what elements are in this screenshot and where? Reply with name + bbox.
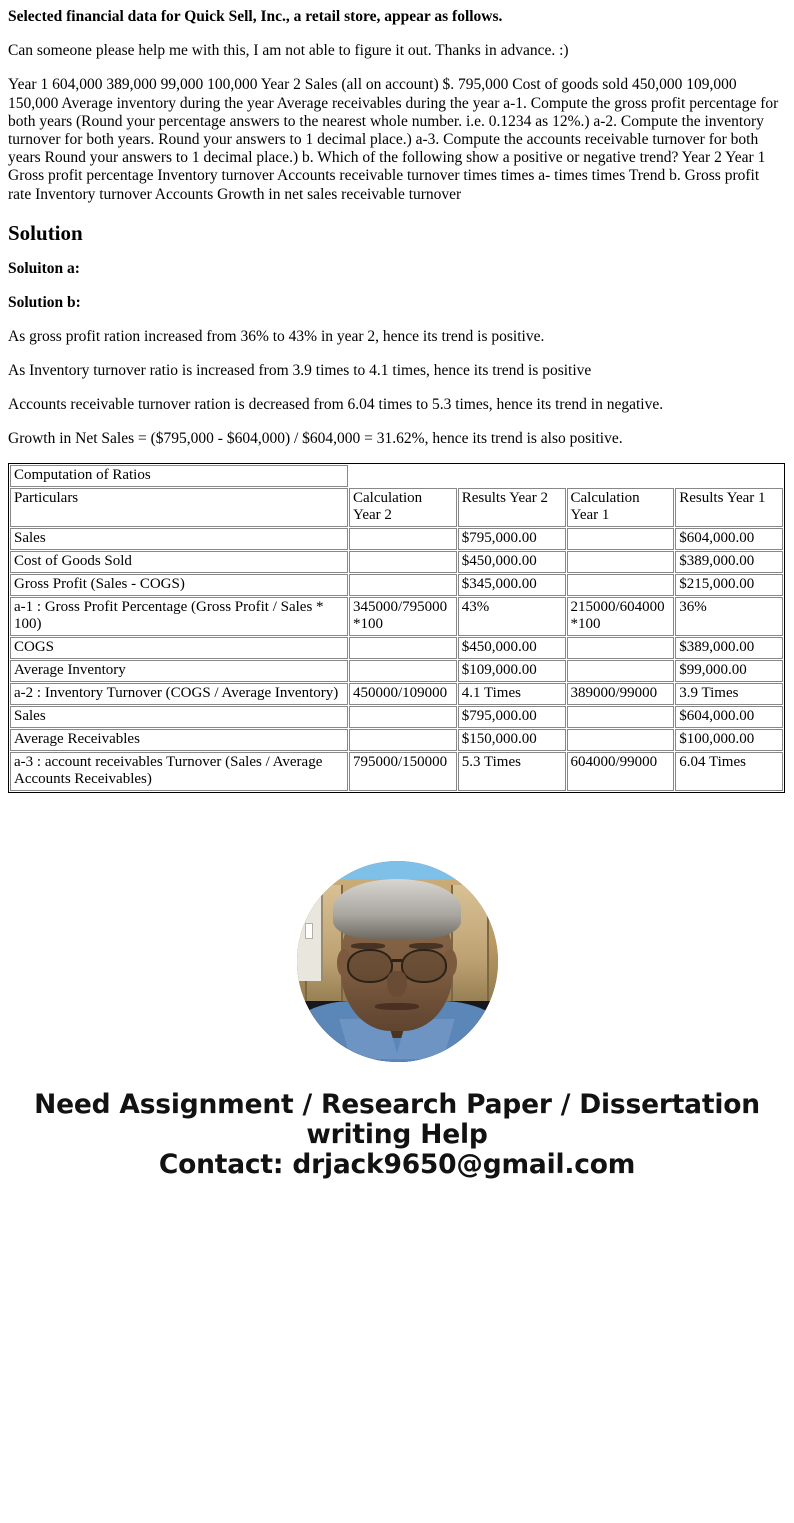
table-caption-cell: Computation of Ratios: [10, 465, 348, 487]
avatar-eyeglass-lens-right: [401, 949, 447, 983]
table-header-row: [10, 488, 783, 527]
cell-calc-y2: [349, 551, 457, 573]
table-header-calculation-year-1: Calculation Year 1: [567, 488, 675, 527]
cell-particulars: a-3 : account receivables Turnover (Sales / Average Accounts Receivables): [10, 752, 348, 791]
cell-result-y2: $795,000.00: [458, 528, 566, 550]
cell-calc-y2: [349, 637, 457, 659]
cell-result-y1: $389,000.00: [675, 551, 783, 573]
cell-calc-y1: [567, 551, 675, 573]
cell-calc-y1: 389000/99000: [567, 683, 675, 705]
cell-calc-y1: [567, 660, 675, 682]
table-caption-row: [10, 465, 783, 487]
cell-particulars: Cost of Goods Sold: [10, 551, 348, 573]
table-row: [10, 528, 783, 550]
cell-result-y2: 4.1 Times: [458, 683, 566, 705]
cell-result-y1: 3.9 Times: [675, 683, 783, 705]
cell-calc-y2: 450000/109000: [349, 683, 457, 705]
avatar-hair: [333, 879, 462, 939]
ratios-table-wrapper: [0, 457, 794, 793]
table-row: [10, 574, 783, 596]
cell-calc-y2: [349, 706, 457, 728]
table-row: [10, 551, 783, 573]
cell-calc-y1: [567, 729, 675, 751]
solution-point-1: As gross profit ration increased from 36% to 43% in year 2, hence its trend is positive.: [8, 327, 545, 345]
avatar-mouth: [375, 1003, 419, 1010]
cell-calc-y1: [567, 528, 675, 550]
table-row: [10, 752, 783, 791]
solution-point-4: Growth in Net Sales = ($795,000 - $604,000) / $604,000 = 31.62%, hence its trend is also positive.: [8, 430, 623, 448]
help-request-text: Can someone please help me with this, I am not able to figure it out. Thanks in advance. :): [8, 42, 569, 60]
cell-result-y1: 36%: [675, 597, 783, 636]
cell-result-y1: $604,000.00: [675, 706, 783, 728]
cell-particulars: Average Receivables: [10, 729, 348, 751]
table-row: [10, 683, 783, 705]
cell-result-y2: 43%: [458, 597, 566, 636]
cell-calc-y1: 604000/99000: [567, 752, 675, 791]
cell-particulars: Average Inventory: [10, 660, 348, 682]
page-title: Selected financial data for Quick Sell, Inc., a retail store, appear as follows.: [8, 8, 503, 25]
promo-line-1: Need Assignment / Research Paper / Dissertation: [34, 1088, 760, 1120]
cell-result-y2: $109,000.00: [458, 660, 566, 682]
solution-point-3: Accounts receivable turnover ration is decreased from 6.04 times to 5.3 times, hence its trend in negative.: [8, 396, 664, 414]
cell-result-y2: $345,000.00: [458, 574, 566, 596]
cell-calc-y2: [349, 574, 457, 596]
question-body-text: Year 1 604,000 389,000 99,000 100,000 Year 2 Sales (all on account) $. 795,000 Cost of goods sold 450,000 109,000 150,000 Average inventory during the year Average receivables during the year a-1. Compute the gross profit percentage for both years (Round your percentage answers to the nearest whole number. i.e. 0.1234 as 12%.) a-2. Compute the inventory turnover for both years. Round your answers to 1 decimal place.) a-3. Compute the accounts receivable turnover for both years Round your answers to 1 decimal place.) b. Which of the following show a positive or negative trend? Year 2 Year 1 Gross profit percentage Inventory turnover Accounts receivable turnover times times a- times times Trend b. Gross profit rate Inventory turnover Accounts Growth in net sales receivable turnover: [8, 76, 779, 203]
avatar-eyeglass-lens-left: [347, 949, 393, 983]
table-header-particulars: Particulars: [10, 488, 348, 527]
cell-result-y1: $215,000.00: [675, 574, 783, 596]
cell-particulars: Gross Profit (Sales - COGS): [10, 574, 348, 596]
promo-contact-line: Contact: drjack9650@gmail.com: [158, 1148, 636, 1180]
cell-calc-y2: [349, 729, 457, 751]
cell-result-y2: $795,000.00: [458, 706, 566, 728]
cell-calc-y2: [349, 528, 457, 550]
cell-calc-y1: [567, 574, 675, 596]
cell-particulars: Sales: [10, 706, 348, 728]
cell-calc-y1: [567, 637, 675, 659]
cell-result-y1: $389,000.00: [675, 637, 783, 659]
cell-particulars: a-1 : Gross Profit Percentage (Gross Profit / Sales * 100): [10, 597, 348, 636]
table-row: [10, 729, 783, 751]
promo-block: [0, 1062, 794, 1188]
solution-a-subheading: Soluiton a:: [8, 259, 80, 277]
solution-heading: Solution: [8, 220, 83, 245]
table-row: [10, 660, 783, 682]
table-row: [10, 706, 783, 728]
table-header-results-year-1: Results Year 1: [675, 488, 783, 527]
cell-calc-y2: 345000/795000*100: [349, 597, 457, 636]
cell-result-y1: $100,000.00: [675, 729, 783, 751]
cell-result-y2: $450,000.00: [458, 637, 566, 659]
avatar-wall-switch: [305, 923, 313, 939]
avatar-block: [0, 793, 794, 1062]
cell-result-y1: 6.04 Times: [675, 752, 783, 791]
solution-b-subheading: Solution b:: [8, 293, 81, 311]
cell-result-y2: $450,000.00: [458, 551, 566, 573]
cell-result-y2: $150,000.00: [458, 729, 566, 751]
cell-result-y1: $604,000.00: [675, 528, 783, 550]
table-row: [10, 597, 783, 636]
cell-calc-y2: 795000/150000: [349, 752, 457, 791]
computation-of-ratios-table: [8, 463, 785, 793]
cell-particulars: Sales: [10, 528, 348, 550]
avatar: [297, 861, 498, 1062]
solution-point-2: As Inventory turnover ratio is increased from 3.9 times to 4.1 times, hence its trend is positive: [8, 362, 592, 380]
cell-particulars: COGS: [10, 637, 348, 659]
table-header-calculation-year-2: Calculation Year 2: [349, 488, 457, 527]
cell-result-y1: $99,000.00: [675, 660, 783, 682]
table-header-results-year-2: Results Year 2: [458, 488, 566, 527]
avatar-eyeglass-bridge: [392, 959, 402, 962]
cell-calc-y1: 215000/604000*100: [567, 597, 675, 636]
cell-calc-y1: [567, 706, 675, 728]
promo-line-2: writing Help: [306, 1118, 488, 1150]
cell-result-y2: 5.3 Times: [458, 752, 566, 791]
cell-particulars: a-2 : Inventory Turnover (COGS / Average Inventory): [10, 683, 348, 705]
table-row: [10, 637, 783, 659]
cell-calc-y2: [349, 660, 457, 682]
